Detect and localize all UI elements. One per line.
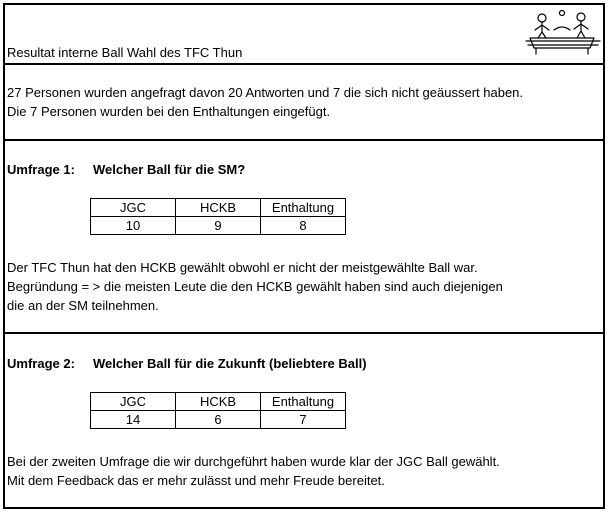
column-header: Enthaltung: [261, 199, 346, 217]
survey-1-comment-3: die an der SM teilnehmen.: [7, 298, 159, 313]
divider: [3, 139, 605, 141]
intro-line-1: 27 Personen wurden angefragt davon 20 Antworten und 7 die sich nicht geäussert haben.: [7, 85, 524, 100]
column-header: HCKB: [176, 199, 261, 217]
document-title: Resultat interne Ball Wahl des TFC Thun: [7, 45, 243, 60]
vote-count: 14: [91, 411, 176, 429]
vote-count: 7: [261, 411, 346, 429]
document-frame: [3, 3, 605, 509]
survey-2-comment-2: Mit dem Feedback das er mehr zulässt und mehr Freude bereitet.: [7, 473, 385, 488]
survey-1-comment-1: Der TFC Thun hat den HCKB gewählt obwohl er nicht der meistgewählte Ball war.: [7, 260, 478, 275]
divider: [3, 332, 605, 334]
survey-2-results-table: [90, 392, 346, 429]
survey-1-question: Welcher Ball für die SM?: [93, 162, 246, 177]
table-row: [91, 217, 346, 235]
survey-2-label: Umfrage 2:: [7, 356, 75, 371]
table-header-row: [91, 199, 346, 217]
table-football-logo: [524, 8, 602, 56]
survey-1-results-table: [90, 198, 346, 235]
divider: [3, 63, 605, 65]
vote-count: 9: [176, 217, 261, 235]
survey-1-label: Umfrage 1:: [7, 162, 75, 177]
vote-count: 6: [176, 411, 261, 429]
vote-count: 8: [261, 217, 346, 235]
column-header: JGC: [91, 199, 176, 217]
survey-2-question: Welcher Ball für die Zukunft (beliebtere Ball): [93, 356, 367, 371]
column-header: Enthaltung: [261, 393, 346, 411]
table-header-row: [91, 393, 346, 411]
survey-2-comment-1: Bei der zweiten Umfrage die wir durchgeführt haben wurde klar der JGC Ball gewählt.: [7, 454, 500, 469]
table-row: [91, 411, 346, 429]
column-header: JGC: [91, 393, 176, 411]
survey-1-comment-2: Begründung = > die meisten Leute die den HCKB gewählt haben sind auch diejenigen: [7, 279, 503, 294]
vote-count: 10: [91, 217, 176, 235]
intro-line-2: Die 7 Personen wurden bei den Enthaltungen eingefügt.: [7, 104, 331, 119]
column-header: HCKB: [176, 393, 261, 411]
